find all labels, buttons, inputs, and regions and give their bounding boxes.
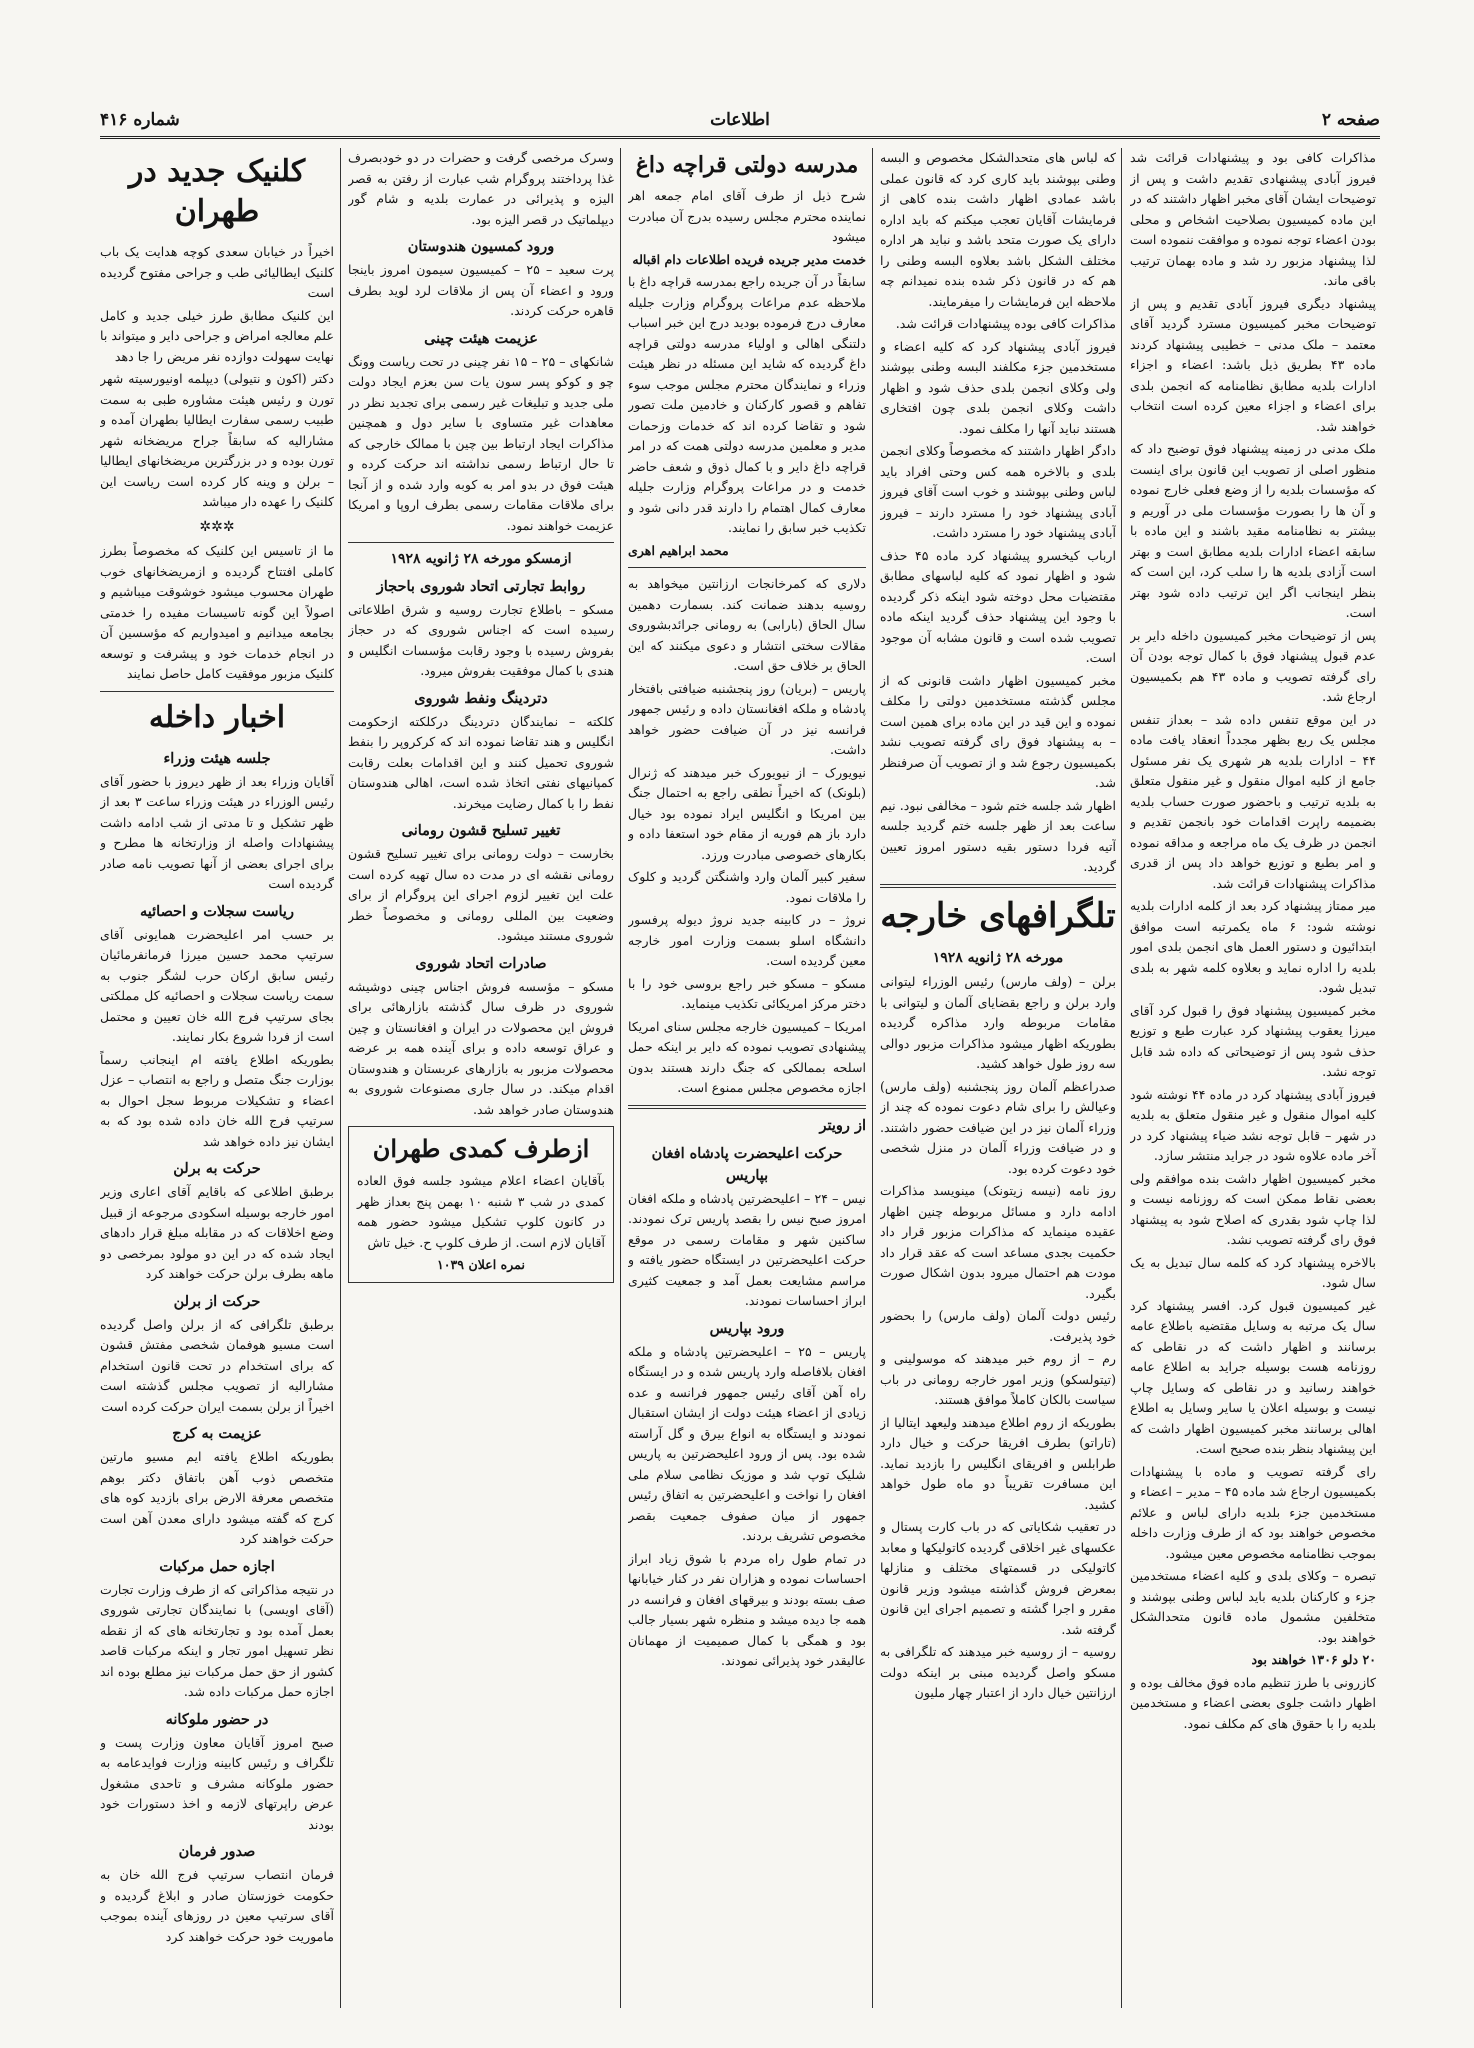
- article-paragraph: پیشنهاد دیگری فیروز آبادی تقدیم و پس از توضیحات مخبر کمیسیون مسترد گردید آقای معتمد – ملک مدنی – خطیبی پیشنهاد کردند ماده ۴۳ بطریق ذیل باشد: اعضاء و اجزاء ادارات بلدیه مطابق نظامنامه که انجمن بلدی برای اعضاء و اجزاء معین کرده است انتخاب خواهند شد.: [1130, 295, 1376, 434]
- article-paragraph: فرمان انتصاب سرتیپ فرج الله خان به حکومت خوزستان صادر و ابلاغ گردیده و آقای سرتیپ معین در روزهای آینده بموجب ماموریت خود حرکت خواهند کرد: [100, 1867, 334, 1944]
- article-paragraph: نروژ – در کابینه جدید نروژ دیوله پرفسور دانشگاه اسلو بسمت وزارت امور خارجه معین گردیده است.: [628, 912, 866, 968]
- article-paragraph: صدراعظم آلمان روز پنجشنبه (ولف مارس) وعیالش را برای شام دعوت نموده که چند از وزراء آلمان نیز در این ضیافت حضور داشتند. و در ضیافت وزراء آلمان در منزل شخصی خود دعوت کرده بود.: [880, 1078, 1116, 1176]
- article-paragraph: دادگر اظهار داشتند که مخصوصاً وکلای انجمن بلدی و بالاخره همه کس وحتی افراد باید لباس وطنی بپوشند و خوب است آقای فیروز آبادی پیشنهاد خود را مسترد دارند – فیروز آبادی پیشنهاد خود را مسترد داشت.: [880, 443, 1116, 540]
- article-paragraph: در نتیجه مذاکراتی که از طرف وزارت تجارت (آقای اویسی) با نمایندگان تجارتی شوروی بعمل آمده بود و تجارتخانه های که از نقطه نظر تسهیل امور تجار و اینکه مرکبات قاصد کشور از حق حمل مرکبات نیز مطلع بوده اند اجازه حمل مرکبات داده شد.: [100, 1581, 334, 1699]
- article-paragraph: بر حسب امر اعلیحضرت همایونی آقای سرتیپ محمد حسین میرزا فرمانفرمائیان رئیس سابق ارکان حرب لشگر جنوب به سمت ریاست سجلات و احصائیه کل مملکتی بجای سرتیپ فرج الله خان تعیین و محتمل است از فردا شروع بکار نمایند.: [100, 926, 334, 1044]
- article-paragraph: میر ممتاز پیشنهاد کرد بعد از کلمه ادارات بلدیه نوشته شود: ۶ ماه یکمرتبه است موافق ابتدائیون و دستور العمل های انجمن بلدی امور بلدیه را اداره نماید و بعلاوه کلمه شهر به بلدی تبدیل شود.: [1130, 898, 1376, 995]
- headline-school: مدرسه دولتی قراچه داغ: [635, 152, 859, 178]
- column-domestic: [100, 148, 334, 2008]
- article-paragraph: کازرونی با طرز تنظیم ماده فوق مخالف بوده و اظهار داشت جلوی بعضی اعضاء و مستخدمین بلدیه را با حقوق های کم مکلف نمود.: [1130, 1674, 1376, 1731]
- headline-india-commission: ورود کمسیون هندوستان: [407, 238, 555, 255]
- article-paragraph: سابقاً در آن جریده راجع بمدرسه قراچه داغ با ملاحظه عدم مراعات پروگرام وزارت جلیله معارف درج فرموده بودید درج این خبر اسباب دلتنگی اهالی و اولیاء مدرسه دولتی قراچه داغ گردیده که شاید این مسئله در نظر هیئت وزراء و نمایندگان محترم مجلس موجب سوء تفاهم و قصور کارکنان و خادمین ملت تصور شود و تقاضا کرده اند که خدمات وزحمات مدیر و معلمین مدرسه دولتی همت که در امر قراچه داغ دایر و با کمال ذوق و شعف حاضر خدمت و در مراعات پروگرام وزارت جلیله معارف کمال اهتمام را دارند قدر دانی شود و تکذیب خبر سابق را نمایند.: [628, 274, 866, 535]
- headline-decree: صدور فرمان: [178, 1843, 256, 1860]
- article-paragraph: شانکهای – ۲۵ – ۱۵ نفر چینی در تحت ریاست وونگ چو و کوکو پسر سون یات سن بعزم ایجاد دولت ملی جدید و تبلیغات غیر رسمی برای تجدید نظر در معاهدات غیر متساوی با سایر دول و همچنین مذاکرات ایجاد ارتباط بین چین با ممالک خارجی که تا حال ارتباط رسمی نداشته اند حرکت کرده و هیئت فوق در بدو امر به کوبه وارد شده و از آنجا برای ملاقات مقامات رسمی بطرف اروپا و امریکا عزیمت خواهند نمود.: [348, 353, 614, 533]
- article-paragraph: که لباس های متحدالشکل مخصوص و البسه وطنی بپوشند باید کاری کرد که قانون عملی باشد عمادی اظهار داشت بنده کاهی از فرمایشات آقایان تعجب میکنم که باید اداره دارای یک صورت متحد باشد و نباید هر اداره مختلف الشکل باشد بعلاوه البسه وطنی را هم که در قانون ذکر شده بنده نمیدانم چه ملاحظه این فرمایشات را میفرمایند.: [880, 150, 1116, 309]
- section-divider: [100, 691, 334, 692]
- article-paragraph: بطوریکه از روم اطلاع میدهند ولیعهد ایتالیا از (تاراتو) بطرف افریقا حرکت و خیال دارد طرابلس و افریقای انگلیس را بازدید نماید. این مسافرت تقریباً دو ماه طول خواهد کشید.: [880, 1414, 1116, 1512]
- article-address: خدمت مدیر جریده فریده اطلاعات دام اقباله: [632, 251, 866, 267]
- headline-cabinet-meeting: جلسه هیئت وزراء: [163, 749, 271, 767]
- article-paragraph: دلاری که کمرخانجات ارزانتین میخواهد به روسیه بدهند ضمانت کند. بسمارت دهمین سال الحاق (بارابی) به رومانی جرائدبشوروی مقالات سختی انتشار و دعوی میکنند که این الحاق بر خلاف حق است.: [628, 576, 866, 673]
- article-paragraph: فیروز آبادی پیشنهاد کرد که کلیه اعضاء و مستخدمین جزء مکلفند البسه وطنی بپوشند ولی وکلای انجمن بلدی حذف شود و اظهار داشت وکلای انجمن بلدی چون افتخاری هستند نباید آنها را مکلف نمود.: [880, 338, 1116, 436]
- column-school-reuters: [628, 148, 866, 2008]
- headline-arrival-paris: ورود بپاریس: [709, 1319, 785, 1337]
- headline-registry: ریاست سجلات و احصائیه: [140, 902, 294, 920]
- headline-royal-audience: در حضور ملوکانه: [165, 1710, 269, 1728]
- article-paragraph: تبصره – وکلای بلدی و کلیه اعضاء مستخدمین جزء و کارکنان بلدیه باید لباس وطنی بپوشند و متخلفین مشمول ماده قانون متحدالشکل خواهند بود.: [1130, 1568, 1376, 1645]
- headline-deterding-oil: دتردینگ ونفط شوروی: [414, 689, 548, 707]
- headline-citrus-transport: اجازه حمل مرکبات: [159, 1557, 275, 1575]
- article-paragraph: روسیه – از روسیه خبر میدهند که تلگرافی به مسکو واصل گردیده مبنی بر اینکه دولت ارزانتین خیال دارد از اعتبار چهار ملیون: [880, 1644, 1116, 1700]
- article-paragraph: بطوریکه اطلاع یافته ایم مسیو مارتین متخصص ذوب آهن باتفاق دکتر بوهم متخصص معرفة الارض برای بازدید کوه های کرج که گفته میشود دارای معدن آهن است حرکت خواهند کرد: [100, 1449, 334, 1546]
- ad-number: نمره اعلان ۱۰۳۹: [437, 1257, 525, 1272]
- article-paragraph: ارباب کیخسرو پیشنهاد کرد ماده ۴۵ حذف شود و اظهار نمود که کلیه لباسهای مطابق مقتضیات محل دوخته شود اینکه ذکر گردیده با وجود این پیشنهاد حذف گردید اینکه ماده تصویب شده است و قانون مشابه آن موجود است.: [880, 547, 1116, 665]
- announcement-text: بآقایان اعضاء اعلام میشود جلسه فوق العاده کمدی در شب ۳ شنبه ۱۰ بهمن پنج بعداز ظهر در کانون کلوپ تشکیل میشود حضور همه آقایان لازم است. از طرف کلوپ ح. خیل تاش: [357, 1173, 605, 1250]
- article-paragraph: در این موقع تنفس داده شد – بعداز تنفس مجلس یک ربع بظهر مجدداً انعقاد یافت ماده ۴۴ – ادارات بلدیه هر شهری یک نفر مسئول جامع از کلیه اموال منقول و غیر منقول متعلق به بلدیه ترتیب و باحضور صورت حساب بلدیه بضمیمه راپرت اقدامات خود بانجمن تقدیم و انجمن در ظرف یک ماه مراجعه و مداقه نموده و امر بطبع و توزیع خواهد داد پس از قدری مذاکرات پیشنهادات قرائت شد.: [1130, 711, 1376, 891]
- column-parliament-telegrams: [880, 148, 1116, 2008]
- headline-tehran-comedy: ازطرف کمدی طهران: [372, 1134, 590, 1163]
- issue-number: شماره ۴۱۶: [100, 110, 180, 130]
- column-rule: [1121, 148, 1122, 2008]
- page-number: صفحه ۲: [1321, 110, 1380, 130]
- article-paragraph: بخارست – دولت رومانی برای تغییر تسلیح قشون رومانی نقشه ای در مدت ده سال تهیه کرده است علت این تغییر لزوم اجرای این پروگرام از برای وضعیت بین المللی رومانی و مخصوصاً خطر شوروی مستند میشود.: [348, 846, 614, 943]
- article-paragraph: رم – از روم خبر میدهند که موسولینی و (تیتولسکو) وزیر امور خارجه رومانی در باب سیاست بالکان کاملاً موافق هستند.: [880, 1351, 1116, 1407]
- section-divider: [628, 567, 866, 568]
- article-paragraph: مخبر کمیسیون پیشنهاد فوق را قبول کرد آقای میرزا یعقوب پیشنهاد کرد عبارت طبع و توزیع حذف شود پس از توضیحاتی که داده شد قابل توجه نشد.: [1130, 1002, 1376, 1079]
- headline-domestic-news: اخبار داخله: [148, 699, 286, 735]
- article-paragraph: بالاخره پیشنهاد کرد که کلمه سال تبدیل به یک سال شود.: [1130, 1254, 1376, 1290]
- article-paragraph: مذاکرات کافی بود و پیشنهادات قرائت شد فیروز آبادی پیشنهادی تقدیم داشت و پس از توضیحات ایشان آقای مخبر اظهار داشتند که در این ماده کمیسیون بصلاحیت اشخاص و محلی بودن اعضاء توجه نموده و موافقت ننموده است لذا پیشنهاد مزبور رد شد و ماده بهمان ترتیب باقی ماند.: [1130, 150, 1376, 288]
- headline-soviet-hejaz-trade: روابط تجارتی اتحاد شوروی باحجاز: [376, 577, 586, 595]
- headline-foreign-telegrams: تلگرافهای خارجه: [880, 895, 1116, 936]
- headline-from-berlin: حرکت از برلن: [173, 1292, 261, 1310]
- article-paragraph: مسکو – مؤسسه فروش اجناس چینی دوشیشه شوروی در ظرف سال گذشته بازارهائی برای فروش این محصولات در ایران و افغانستان و چین و عراق توسعه داده و برای آینده همه بر عرضه محصولات مزبور به بازارهای عربستان و هندوستان اقدام میکند. در سال جاری مصنوعات شوروی به هندوستان صادر خواهد شد.: [348, 978, 614, 1117]
- article-paragraph: شرح ذیل از طرف آقای امام جمعه اهر نماینده محترم مجلس رسیده بدرج آن مبادرت میشود: [628, 188, 866, 244]
- headline-soviet-exports: صادرات اتحاد شوروی: [415, 954, 547, 972]
- article-paragraph: امریکا – کمیسیون خارجه مجلس سنای امریکا پیشنهادی تصویب نموده که دایر بر اینکه حمل اسلحه بممالکی که جنگ دارند هستند بدون اجازه مخصوص مجلس ممنوع است.: [628, 1018, 866, 1095]
- article-paragraph: پس از توضیحات مخبر کمیسیون داخله دایر بر عدم قبول پیشنهاد فوق با کمال توجه بودن آن رای گرفته تصویب و ماده ۴۳ هم بکمیسیون ارجاع شد.: [1130, 627, 1376, 704]
- masthead: [100, 108, 1380, 139]
- article-paragraph: برطبق اطلاعی که باقایم آقای اعاری وزیر امور خارجه بوسیله اسکودی مرجوعه از قبیل وضع اخلاقات که در مقابله مبلغ قرار دادهای ایجاد شده که در این دو مولود بمرخصی دو ماهه بطرف برلن حرکت خواهند کرد: [100, 1184, 334, 1281]
- article-paragraph: برلن – (ولف مارس) رئیس الوزراء لیتوانی وارد برلن و راجع بقضایای آلمان و لیتوانی با مقامات مربوطه وارد مذاکره گردیده بطوریکه اظهار میشود مذاکرات مزبور دوالی سه روز طول خواهد کشید.: [880, 974, 1116, 1071]
- dateline: ازمسکو مورخه ۲۸ ژانویه ۱۹۲۸: [390, 551, 572, 567]
- article-paragraph: آقایان وزراء بعد از ظهر دیروز با حضور آقای رئیس الوزراء در هیئت وزراء ساعت ۳ بعد از ظهر تشکیل و تا مدتی از شب ادامه داشت پیشنهادات واصله از وزارتخانه ها مطرح و برای اجرای بعضی از آنها تصویب نامه صادر گردیده است: [100, 773, 334, 891]
- article-paragraph: وسرک مرخصی گرفت و حضرات در دو خودبصرف غذا پرداختند پروگرام شب عبارت از رفتن به قصر الیزه و پذیرائی در عمارت بلدیه و شام گور دیپلماتیک در قصر الیزه بود.: [348, 150, 614, 227]
- headline-departure-berlin: حرکت به برلن: [173, 1160, 261, 1177]
- article-paragraph: رای گرفته تصویب و ماده با پیشنهادات بکمیسیون ارجاع شد ماده ۴۵ – مدیر – اعضاء و مستخدمین جزء بلدیه دارای لباس و علائم مخصوص خواهند بود که از طرف وزارت داخله بموجب نظامنامه مخصوص معین میشود.: [1130, 1463, 1376, 1561]
- article-paragraph: در تمام طول راه مردم با شوق زیاد ابراز احساسات نموده و هزاران نفر در کنار خیابانها صف بسته بودند و بیرقهای افغان و فرانسه در همه جا دیده میشد و منظره شهر بسیار جالب بود و همگی با کمال صمیمیت از مهمانان عالیقدر خود پذیرائی نمودند.: [628, 1550, 866, 1668]
- headline-chinese-delegation: عزیمت هیئت چینی: [424, 329, 538, 347]
- article-paragraph: برطبق تلگرافی که از برلن واصل گردیده است مسیو هوفمان شخصی مفتش قشون که برای استخدام در تحت قانون استخدام مشارالیه از تصویب مجلس گذشته است اخیراً از برلن بسمت ایران حرکت کرده است: [100, 1316, 334, 1414]
- section-divider: [628, 1105, 866, 1109]
- headline-reuters: از رویتر: [819, 1116, 866, 1134]
- date-line: ۲۰ دلو ۱۳۰۶ خواهند بود: [1251, 1652, 1376, 1667]
- article-paragraph: مخبر کمیسیون اظهار داشت بنده موافقم ولی بعضی نقاط ممکن است که روزنامه نیست و لذا چاپ شود بقدری که اصلاح شود به پیشنهاد فوق رای گرفته تصویب نشد.: [1130, 1170, 1376, 1247]
- headline-karaj: عزیمت به کرج: [172, 1425, 262, 1442]
- column-rule: [340, 148, 341, 2008]
- article-paragraph: مسکو – باطلاع تجارت روسیه و شرق اطلاعاتی رسیده است که اجناس شوروی که در حجاز بفروش رسیده با وجود رقابت مؤسسات انگلیس و هندی با کمال موفقیت بفروش میرود.: [348, 601, 614, 678]
- star-separator: ✲✲✲: [199, 518, 235, 535]
- headline-clinic: کلنیک جدید در طهران: [128, 154, 306, 229]
- article-paragraph: فیروز آبادی پیشنهاد کرد در ماده ۴۴ نوشته شود کلیه اموال منقول و غیر منقول متعلق به بلدیه در شهر – قابل توجه نشد ضیاء پیشنهاد کرد در آخر ماده علاوه شود در جراید منتشر سازد.: [1130, 1086, 1376, 1163]
- column-rule: [872, 148, 873, 2008]
- article-paragraph: غیر کمیسیون قبول کرد. افسر پیشنهاد کرد سال یک مرتبه به وسایل مقتضیه باطلاع عامه برسانند و اظهار داشت که در نقاطی که روزنامه هست بوسیله جراید به اطلاع عامه خواهند رسانید و در نقاطی که وسایل چاپ نیست و بوسیله اعلان یا سایر وسایل به اطلاع اهالی برسانند مخبر کمیسیون اظهار داشت که این پیشنهاد بنظر بنده صحیح است.: [1130, 1297, 1376, 1456]
- signature: محمد ابراهیم اهری: [628, 542, 729, 558]
- article-paragraph: رئیس دولت آلمان (ولف مارس) را بحضور خود پذیرفت.: [880, 1308, 1116, 1344]
- article-paragraph: صبح امروز آقایان معاون وزارت پست و تلگراف و رئیس کابینه وزارت فوایدعامه به حضور ملوکانه مشرف و تاحدی مشغول عرض راپرتهای لازمه و اخذ دستورات خود بودند: [100, 1734, 334, 1832]
- article-paragraph: اخیراً در خیابان سعدی کوچه هدایت یک باب کلنیک ایطالیائی طب و جراحی مفتوح گردیده است: [100, 244, 334, 300]
- article-paragraph: نیویورک – از نیویورک خبر میدهند که ژنرال (بلونک) که اخیراً نطقی راجع به احتمال جنگ بین امریکا و انگلیس ایراد نموده بود خیال دارد باز هم فوریه از مقام خود استعفا داده و بکارهای خصوصی مبادرت ورزد.: [628, 764, 866, 862]
- article-paragraph: ما از تاسیس این کلنیک که مخصوصاً بطرز کاملی افتتاح گردیده و ازمریضخانهای خوب طهران محسوب میشود خوشوقت میباشیم و اصولاً این گونه تاسیسات مفیده را خدمتی بجامعه میدانیم و امیدواریم که مؤسسین آن در انجام خدمات خود و پیشرفت و توسعه کلنیک مزبور موفقیت کامل حاصل نمایند: [100, 543, 334, 681]
- column-foreign-news: [348, 148, 614, 2008]
- article-paragraph: اظهار شد جلسه ختم شود – مخالفی نبود. نیم ساعت بعد از ظهر جلسه ختم گردید جلسه آتیه فردا دستور بقیه دستور امروز تعیین گردید.: [880, 797, 1116, 874]
- article-paragraph: مذاکرات کافی بوده پیشنهادات قرائت شد.: [895, 316, 1116, 331]
- article-paragraph: مخبر کمیسیون اظهار داشت قانونی که از مجلس گذشته مستخدمین دولتی را مکلف نموده و این قید در این ماده برای همین است – به پیشنهاد فوق رای گرفته تصویب نشد بکمیسیون رجوع شد و از تصویب آن صرفنظر شد.: [880, 672, 1116, 790]
- column-parliament-continued: [1130, 148, 1376, 2008]
- article-paragraph: ملک مدنی در زمینه پیشنهاد فوق توضیح داد که منظور اصلی از تصویب این قانون برای اینست که مؤسسات بلدیه را از وضع فعلی خارج نموده و آن ها را بصورت مؤسسات ملی در آوریم و بیشتر به نظامنامه مقید باشند و این ماده با سابقه اعضاء ادارات بلدیه مطابق است و بهتر است آزادی بلدیه ها را سلب کرد، این است که بنظر اینجانب اگر این ترتیب داده شود بهتر است.: [1130, 441, 1376, 620]
- article-paragraph: بطوریکه اطلاع یافته ام اینجانب رسماً بوزارت جنگ متصل و راجع به انتصاب – عزل اعضاء و تشکیلات مربوط سجل احوال به سرتیپ فرج الله خان داده شده بود که به ایشان نیز داده خواهد شد: [100, 1051, 334, 1149]
- headline-king-to-paris: حرکت اعلیحضرت پادشاه افغان بپاریس: [651, 1144, 843, 1184]
- article-paragraph: پرت سعید – ۲۵ – کمیسیون سیمون امروز باینجا ورود و اعضاء آن پس از ملاقات لرد لوید بطرف قاهره حرکت کردند.: [348, 262, 614, 318]
- column-rule: [620, 148, 621, 2008]
- club-announcement: [348, 1126, 614, 1283]
- section-divider: [880, 884, 1116, 888]
- article-paragraph: پاریس – (بریان) روز پنجشنبه ضیافتی بافتخار پادشاه و ملکه افغانستان داده و رئیس جمهور فرانسه نیز در آن ضیافت حضور خواهد داشت.: [628, 680, 866, 757]
- article-paragraph: کلکته – نمایندگان دتردینگ درکلکته ازحکومت انگلیس و هند تقاضا نموده اند که کرکروپر را بنفط شوروی تحمیل کنند و این اقدامات بعلت رقابت کمپانیهای نفتی اتخاذ شده است، اهالی هندوستان نفط را با کمال رضایت میخرند.: [348, 713, 614, 811]
- article-paragraph: دکتر (اکون و نتیولی) دیپلمه اونیورسیته شهر تورن و رئیس هیئت مشاوره طبی به سمت طبیب رسمی سفارت ایطالیا بطهران آمده و مشارالیه که سابقاً جراح مریضخانه شهر تورن بوده و در بزرگترین مریضخانهای ایطالیا – برلن و وینه کار کرده است ریاست این کلنیک را عهده دار میباشد: [100, 371, 334, 509]
- section-divider: [348, 542, 614, 543]
- article-paragraph: سفیر کبیر آلمان وارد واشنگتن گردید و کلوک را ملاقات نمود.: [628, 869, 866, 905]
- article-paragraph: پاریس – ۲۵ – اعلیحضرتین پادشاه و ملکه افغان بلافاصله وارد پاریس شده و در ایستگاه راه آهن آقای رئیس جمهور فرانسه و عده زیادی از اعضاء هیئت دولت از ایشان استقبال نمودند و ایستگاه به انواع بیرق و گل آراسته شده بود. پس از ورود اعلیحضرتین به پاریس شلیک توپ شد و موزیک نظامی سلام ملی افغان را نواخت و اعلیحضرتین به اتفاق رئیس جمهور از میان صفوف جمعیت بقصر مخصوص تشریف بردند.: [628, 1343, 866, 1543]
- article-paragraph: نیس – ۲۴ – اعلیحضرتین پادشاه و ملکه افغان امروز صبح نیس را بقصد پاریس ترک نمودند. ساکنین شهر و مقامات رسمی در موقع حرکت اعلیحضرتین در ایستگاه حضور یافته و مراسم مشایعت بعمل آمد و جمعیت کثیری ابراز احساسات نمودند.: [628, 1190, 866, 1308]
- article-paragraph: در تعقیب شکایاتی که در باب کارت پستال و عکسهای غیر اخلاقی گردیده کاتولیکها و معابد کاتولیکی در قسمتهای مختلف و منازلها بمعرض فروش گذاشته میشود وزیر قانون مقرر و اجرا گشته و تصمیم اجرای این قانون گرفته شد.: [880, 1519, 1116, 1637]
- article-paragraph: این کلنیک مطابق طرز خیلی جدید و کامل علم معالجه امراض و جراحی دایر و میتواند با نهایت سهولت دوازده نفر مریض را جا دهد: [100, 307, 334, 364]
- article-paragraph: مسکو – مسکو خبر راجع بروسی خود را با دختر مرکز امریکائی تکذیب مینماید.: [628, 975, 866, 1011]
- dateline: مورخه ۲۸ ژانویه ۱۹۲۸: [932, 949, 1064, 966]
- article-paragraph: روز نامه (نیسه زیتونک) مینویسد مذاکرات ادامه دارد و مسائل مربوطه چنین اظهار عقیده مینماید که مذاکرات مزبور قرار داد حکمیت بجدی مساعد است که عقد قرار داد مودت هم احتمال میرود بدون اشکال صورت بگیرد.: [880, 1183, 1116, 1301]
- paper-name: اطلاعات: [710, 110, 770, 130]
- headline-romania-army: تغییر تسلیح قشون رومانی: [401, 822, 561, 839]
